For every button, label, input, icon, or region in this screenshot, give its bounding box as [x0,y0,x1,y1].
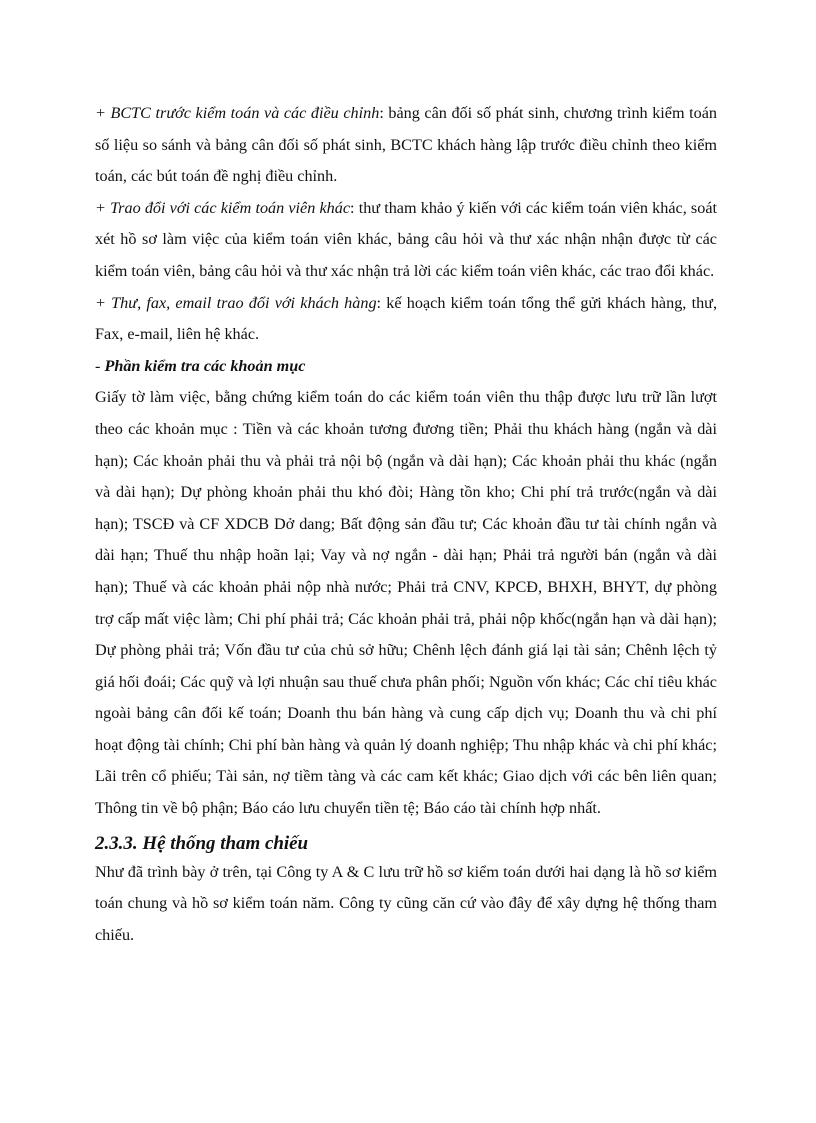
paragraph-bctc [95,98,717,193]
paragraph-bctc-text: : bảng cân đối số phát sinh, chương trình kiểm toán số liệu so sánh và bảng cân đối số phát sinh, BCTC khách hàng lập trước điều chỉnh theo kiểm toán, các bút toán đề nghị điều chỉnh. [95,104,717,186]
paragraph-nhu-da: Như đã trình bày ở trên, tại Công ty A & C lưu trữ hồ sơ kiểm toán dưới hai dạng là hồ sơ kiểm toán chung và hồ sơ kiểm toán năm. Công ty cũng căn cứ vào đây để xây dựng hệ thống tham chiếu. [95,862,717,944]
paragraph-thu-fax-lead: + Thư, fax, email trao đổi với khách hàng [95,293,377,312]
paragraph-thu-fax [95,288,717,351]
paragraph-giay-to: Giấy tờ làm việc, bằng chứng kiểm toán do các kiểm toán viên thu thập được lưu trữ lần lượt theo các khoản mục : Tiền và các khoản tương đương tiền; Phải thu khách hàng (ngắn và dài hạn); Các khoản phải thu và phải trả nội bộ (ngắn và dài hạn); Các khoản phải thu khác (ngắn và dài hạn); Dự phòng khoản phải thu khó đòi; Hàng tồn kho; Chi phí trả trước(ngắn và dài hạn); TSCĐ và CF XDCB Dở dang; Bất động sản đầu tư; Các khoản đầu tư tài chính ngắn và dài hạn; Thuế thu nhập hoãn lại; Vay và nợ ngắn - dài hạn; Phải trả người bán (ngắn và dài hạn); Thuế và các khoản phải nộp nhà nước; Phải trả CNV, KPCĐ, BHXH, BHYT, dự phòng trợ cấp mất việc làm; Chi phí phải trả; Các khoản phải trả, phải nộp khốc(ngắn hạn và dài hạn); Dự phòng phải trả; Vốn đầu tư của chủ sở hữu; Chênh lệch đánh giá lại tài sản; Chênh lệch tỷ giá hối đoái; Các quỹ và lợi nhuận sau thuế chưa phân phối; Nguồn vốn khác; Các chỉ tiêu khác ngoài bảng cân đối kế toán; Doanh thu bán hàng và cung cấp dịch vụ; Doanh thu và chi phí hoạt động tài chính; Chi phí bàn hàng và quản lý doanh nghiệp; Thu nhập khác và chi phí khác; Lãi trên cổ phiếu; Tài sản, nợ tiềm tàng và các cam kết khác; Giao dịch với các bên liên quan; Thông tin về bộ phận; Báo cáo lưu chuyển tiền tệ; Báo cáo tài chính hợp nhất. [95,388,717,818]
section-label-dash: - [95,356,105,375]
document-page [95,98,717,951]
paragraph-trao-doi-text: : thư tham khảo ý kiến với các kiểm toán viên khác, soát xét hồ sơ làm việc của kiểm toán viên khác, bảng câu hỏi và thư xác nhận nhận được từ các kiểm toán viên, bảng câu hỏi và thư xác nhận trả lời các kiểm toán viên khác, các trao đổi khác. [95,198,717,280]
section-label-title: Phần kiểm tra các khoản mục [104,356,306,375]
paragraph-thu-fax-text: : kế hoạch kiểm toán tổng thể gửi khách hàng, thư, Fax, e-mail, liên hệ khác. [95,293,717,344]
paragraph-bctc-lead: + BCTC trước kiểm toán và các điều chỉnh [95,104,380,122]
paragraph-trao-doi [95,193,717,288]
section-label-kiem-tra [95,351,717,383]
section-heading-2-3-3: 2.3.3. Hệ thống tham chiếu [95,832,309,854]
paragraph-trao-doi-lead: + Trao đổi với các kiểm toán viên khác [95,198,351,217]
